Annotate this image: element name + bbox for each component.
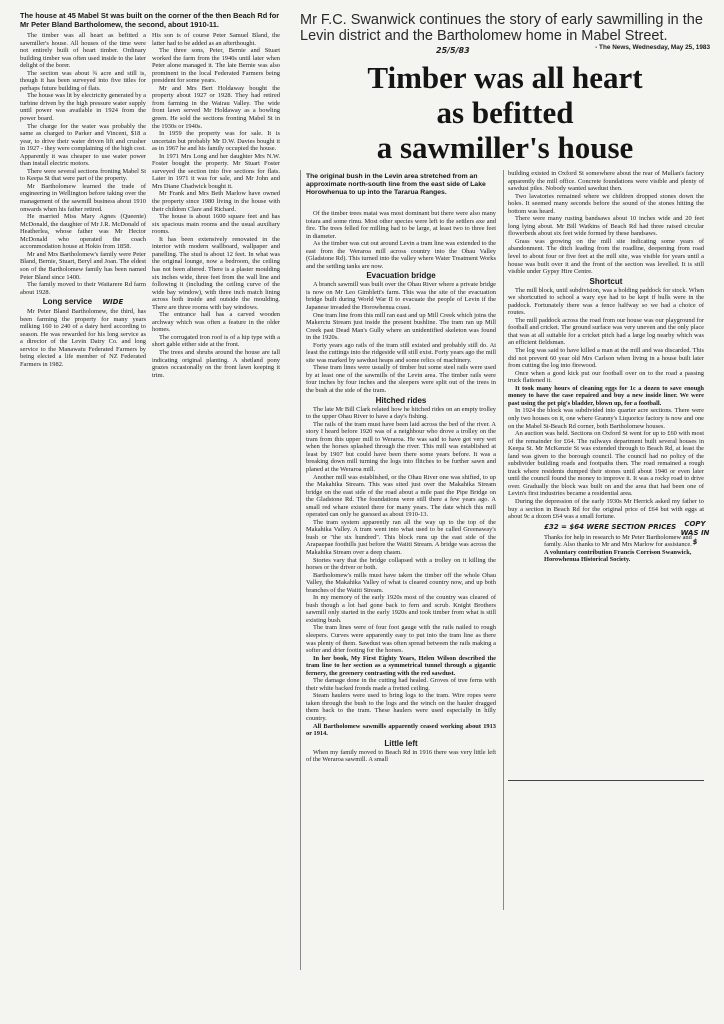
paragraph: The house is about 1600 square feet and has six spacious main rooms and the usual auxiliary rooms. bbox=[152, 213, 280, 236]
handwritten-margin-note: COPY WAS IN $ bbox=[680, 520, 710, 546]
paragraph: In her book, My First Eighty Years, Helen Wilson described the tram line to her section as a symmetrical tunnel through a gigantic fernery, the greenery contrasting with the red sawdust. bbox=[306, 654, 496, 677]
handwritten-date: 25/5/83 bbox=[436, 46, 470, 55]
column-4 bbox=[508, 170, 704, 770]
author-credit: A voluntary contribution Francis Corrison Swanwick, Horowhenua Historical Society. bbox=[544, 548, 692, 564]
paragraph: It has been extensively renovated in the interior with modern wallboard, wallpaper and panelling. The stud is about 12 feet. In what was the original lounge, now a bedroom, the ceiling has not been altered. There is a plaster moulding six inches wide, three feet from the wall line and following it (including the ceiling curve of the wide bay window), with three inch match lining across both inside and outside the moulding. There are three rooms with bay windows. bbox=[152, 235, 280, 311]
paragraph: Once when a good kick put our football over on to the road a passing truck flattened it. bbox=[508, 369, 704, 385]
paragraph: He married Miss Mary Agnes (Queenie) McDonald, the daughter of Mr J.R. McDonald of Heatherlea, whose father was Mr Hector McDonald who operated the coach accommodation house at Hokio from 1858. bbox=[20, 213, 146, 251]
handwritten-note: £32 = $64 WERE SECTION PRICES bbox=[544, 522, 677, 531]
paragraph: The tram lines were of four foot gauge with the rails nailed to rough sleepers. Curves were apparently easy to put into the tram line as there was plenty of them. Sawdust was often spread between the rails making a softer and drier footing for the horses. bbox=[306, 624, 496, 655]
paragraph: Bartholomew's mills must have taken the timber off the whole Ohau Valley, the Makahika Valley of what is cleared country now, and up both branches of the Waiiti Stream. bbox=[306, 571, 496, 594]
paragraph: His son is of course Peter Samuel Bland, the latter had to be added as an afterthought. bbox=[152, 32, 280, 47]
photo-caption: The house at 45 Mabel St was built on the corner of the then Beach Rd for Mr Peter Bland Bartholomew, the second, about 1910-11. bbox=[20, 11, 280, 29]
column-1 bbox=[20, 32, 146, 472]
paragraph: The log was said to have killed a man at the mill and was discarded. This did not prevent 60 year old Mrs Carlson when living in a house built later from cutting the log into firewood. bbox=[508, 347, 704, 370]
column-rule bbox=[300, 170, 301, 970]
paragraph: The three sons, Peter, Bernie and Stuart worked the farm from the 1940s until later when Peter alone managed it. The late Bernie was also prominent in the local Federated Farmers being president for some years. bbox=[152, 47, 280, 85]
article-kicker: Mr F.C. Swanwick continues the story of early sawmilling in the Levin district and the Bartholomew home in Mabel Street. bbox=[300, 12, 703, 44]
paragraph: The section was about ¾ acre and still is, though it has been surveyed into five titles for perhaps future building of flats. bbox=[20, 69, 146, 92]
paragraph: There were many rusting bandsaws about 10 inches wide and 20 feet long lying about. Mr Bill Watkins of Beach Rd had three raised circular flowerbeds about six feet wide formed by these bandsaws. bbox=[508, 215, 704, 238]
column-3 bbox=[306, 210, 496, 1008]
subheading bbox=[20, 297, 146, 307]
paragraph: Mr Frank and Mrs Beth Marlow have owned the property since 1980 living in the house with their children Clare and Richard. bbox=[152, 190, 280, 213]
paragraph: The corrugated iron roof is of a hip type with a short gable either side at the front. bbox=[152, 333, 280, 349]
paragraph: The charge for the water was probably the same as charged to Parker and Vincent, $18 a year, to drive their water driven lift and crusher in 1927 - they were complaining of the high cost. Apparently it was cheaper to use water power than install electric motors. bbox=[20, 122, 146, 168]
paragraph: building existed in Oxford St somewhere about the rear of Mullan's factory apparently the mill office. Concrete foundations were visible and plenty of sawdust piles. Nobody wanted sawdust then. bbox=[508, 170, 704, 193]
column-rule bbox=[503, 170, 504, 910]
acknowledgement: Thanks for help in research to Mr Peter Bartholomew and family. Also thanks to Mr and Mrs Marlow for assistance. bbox=[544, 533, 692, 549]
paragraph: All Bartholomew sawmills apparently ceased working about 1913 or 1914. bbox=[306, 722, 496, 738]
subheading: Evacuation bridge bbox=[366, 271, 436, 281]
paragraph: The trees and shrubs around the house are tall indicating original planting. A shetland pony grazes occasionally on the front lawn keeping it trim. bbox=[152, 348, 280, 379]
column-2 bbox=[152, 32, 280, 472]
paragraph: The late Mr Bill Clark related how he hitched rides on an empty trolley to the upper Ohau River to have a day's fishing. bbox=[306, 405, 496, 421]
subheading-text: Long service bbox=[42, 297, 93, 307]
subheading: Hitched rides bbox=[375, 395, 427, 405]
paragraph: There were several sections fronting Mabel St to Keepa St that were part of the property. bbox=[20, 167, 146, 183]
article-end-rule bbox=[508, 780, 704, 781]
headline-line-1: Timber was all heart bbox=[367, 60, 643, 95]
paragraph: Another mill was established, or the Ohau River one was shifted, to up the Makahika Stream. This was sited just over the Makahika Stream bridge on the east side of the road about a mile past the Pipe Bridge on the Gladstone Rd. The foundations were still there a few years ago. A small red whare existed there for many years. The date which this mill operated can only be guessed as about 1910-13. bbox=[306, 473, 496, 519]
paragraph: It took many hours of cleaning eggs for 1c a dozen to save enough money to have the case repaired and buy a new inside liner. We were past using the pet pig's bladder, blown up, for a football. bbox=[508, 384, 704, 407]
paragraph: Steam haulers were used to bring logs to the tram. Wire ropes were taken through the bush to the logs and the winch on the hauler dragged them back to the tram. These haulers were used especially in hilly country. bbox=[306, 692, 496, 722]
paragraph: Mr and Mrs Bartholomew's family were Peter Bland, Bernie, Stuart, Beryl and Joan. The eldest son of the Bartholomew family has been named Peter Bland since 1400. bbox=[20, 250, 146, 281]
paragraph: The damage done in the cutting had healed. Groves of tree ferns with their white backed fronds made a fretted ceiling. bbox=[306, 677, 496, 692]
paragraph: Grass was growing on the mill site indicating some years of abandonment. The ditch leading from the roadline, deepening from road level to about four or five feet at the mill site, was visible for years until a house was built over it and the front of the section was levelled. It is still visible under Gypsy Hire Centre. bbox=[508, 237, 704, 276]
paragraph: One tram line from this mill ran east and up Mill Creek which joins the Makerctu Stream just inside the present bushline. The tram ran up Mill Creek past Dead Man's Gully where an unidentified skeleton was found in the 1920s. bbox=[306, 311, 496, 342]
standfirst: The original bush in the Levin area stretched from an approximate north-south line from the east side of Lake Horowhenua to up into the Tararua Ranges. bbox=[306, 173, 486, 197]
paragraph: During the depression of the early 1930s Mr Herrick asked my father to buy a section in Beach Rd for the original price of £64 but with eggs at about 9c a dozen £64 was a small fortune. bbox=[508, 497, 704, 521]
paragraph: Mr Peter Bland Bartholomew, the third, has been farming the property for many years milking 160 to 240 of a dairy herd according to season. He was rewarded for his long service as a director of the Levin Dairy Co. and long service to the Manawatu Federated Farmers by being elected a life member of NZ Federated Farmers in 1982. bbox=[20, 308, 146, 368]
paragraph: An auction was held. Sections on Oxford St went for up to £60 with most of the remainder for £64. The railways department built several houses in Keepa St. Mr McKenzie St was extended through to Beach Rd, at least the land was given to the borough council. The council had no policy of the subdivider building roads and footpaths then. The road remained a rough track where residents dumped their stones until about 1940 or even later until the council found the money to improve it. It was a rocky road to drive over. Gradually the block was built on and the area that had been one of Levin's first industries became a residential area. bbox=[508, 430, 704, 498]
handwritten-note: WIDE bbox=[102, 298, 124, 307]
paragraph: The family moved to their Waitarere Rd farm about 1928. bbox=[20, 281, 146, 296]
subheading: Shortcut bbox=[589, 276, 623, 286]
paragraph: The mill paddock across the road from our house was our playground for football and cricket. The ground surface was very uneven and the only place that was at all suitable for a cricket pitch had a large log nearby which was an efficient fieldsman. bbox=[508, 316, 704, 347]
paragraph: Mr and Mrs Bert Holdaway bought the property about 1927 or 1928. They had retired from farming in the Wairau Valley. The wide front lawn served Mr Holdaway as a bowling green. He sold the sections fronting Mabel St in the 1930s or 1940s. bbox=[152, 84, 280, 130]
paragraph: Mr Bartholomew learned the trade of engineering in Wellington before taking over the management of the sawmill business about 1910 onwards when his father retired. bbox=[20, 182, 146, 213]
paragraph: In 1971 Mrs Long and her daughter Mrs N.W. Foster bought the property. Mr Stuart Foster surveyed the section into five sections for flats. Later in 1971 it was for sale, and Mr John and Mrs Diane Chadwick bought it. bbox=[152, 152, 280, 190]
paragraph: In 1924 the block was subdivided into quarter acre sections. There were only two houses on it, one where Granny's Liquorice factory is now and one on the Mabel St-Beach Rd corner, both Bartholomew houses. bbox=[508, 407, 704, 430]
paragraph: A branch sawmill was built over the Ohau River where a private bridge is now on Mr Leo Gimblett's farm. This was the site of the evacuation bridge built during World War II to evacuate the people of Levin if the Japanese invaded the Horowhenua coast. bbox=[306, 281, 496, 312]
dateline: - The News, Wednesday, May 25, 1983 bbox=[595, 44, 710, 51]
paragraph: These tram lines were usually of timber but some steel rails were used by at least one of the sawmills of the Levin area. The timber rails were four inches by four inches and the sleepers were split out of the trees in the bush at the side of the tram. bbox=[306, 364, 496, 395]
paragraph: The rails of the tram must have been laid across the bed of the river. A story I heard before 1920 was of a neighbour who drove a trolley on the tram from this upper mill to Weraroa. He was said to have got very wet when the horses splashed through the river. This mill was established at least by 1907 but could have been there some years before. It was a breaking down mill turning the logs into flitches to be further sawn and planed at the Weraroa mill. bbox=[306, 420, 496, 473]
paragraph: Stories vary that the bridge collapsed with a trolley on it killing the horses or the driver or both. bbox=[306, 556, 496, 572]
subheading: Little left bbox=[384, 738, 418, 748]
paragraph: When my family moved to Beach Rd in 1916 there was very little left of the Weraroa sawmill. A small bbox=[306, 748, 496, 764]
headline bbox=[300, 60, 710, 165]
paragraph: The entrance hall has a carved wooden archway which was often a feature in the older homes. bbox=[152, 311, 280, 334]
paragraph: The house was lit by electricity generated by a turbine driven by the high pressure water supply until power was available in 1924 from the power board. bbox=[20, 92, 146, 123]
paragraph: The timber was all heart as befitted a sawmiller's house. All houses of the time were not entirely built of heart timber. Ordinary building timber was often used inside to the later delight of the borer. bbox=[20, 32, 146, 70]
paragraph: Forty years ago rails of the tram still existed and probably still do. At least the cuttings into the ridgeside will still exist. Forty years ago the mill site was marked by sawdust heaps and some relics of machinery. bbox=[306, 341, 496, 364]
paragraph: The mill block, until subdivision, was a holding paddock for stock. When we shortcutted to school a wary eye had to be kept if bulls were in the paddock. Fortunately there was a fence halfway so we had a choice of routes. bbox=[508, 286, 704, 317]
paragraph: Two lavatories remained where we children dropped stones down the holes. It seemed many seconds before the sound of the stones hitting the bottom was heard. bbox=[508, 192, 704, 215]
paragraph: Of the timber trees matai was most dominant but there were also many totara and some rimu. Most other species were left to the settlers axe and fire. The trees felled for milling had to be large, at least two to three feet in diameter. bbox=[306, 210, 496, 240]
headline-line-2: as befitted bbox=[436, 95, 574, 130]
paragraph: The tram system apparently ran all the way up to the top of the Makahika Valley. A tram went into what used to be called Greenaway's bush or "the six hundred". This block runs up the east side of the Arapaepae foothills just before the Waiiti Stream. A bridge was across the Makahika Stream over a deep chasm. bbox=[306, 518, 496, 556]
paragraph: In my memory of the early 1920s most of the country was cleared of bush though a lot had gone back to fern and scrub. Knight Brothers sawmill only started in the early 1920s and took timber from what is still existing bush. bbox=[306, 594, 496, 624]
headline-line-3: a sawmiller's house bbox=[376, 130, 634, 165]
paragraph: As the timber was cut out around Levin a tram line was extended to the east from the Weraroa mill across country into the Ohau Valley (Gladstone Rd). This turned into the valley where Water Treatment Works and the settling tanks are now. bbox=[306, 240, 496, 270]
paragraph: In 1959 the property was for sale. It is uncertain but probably Mr D.W. Davies bought it as in 1967 he and his family occupied the house. bbox=[152, 130, 280, 153]
